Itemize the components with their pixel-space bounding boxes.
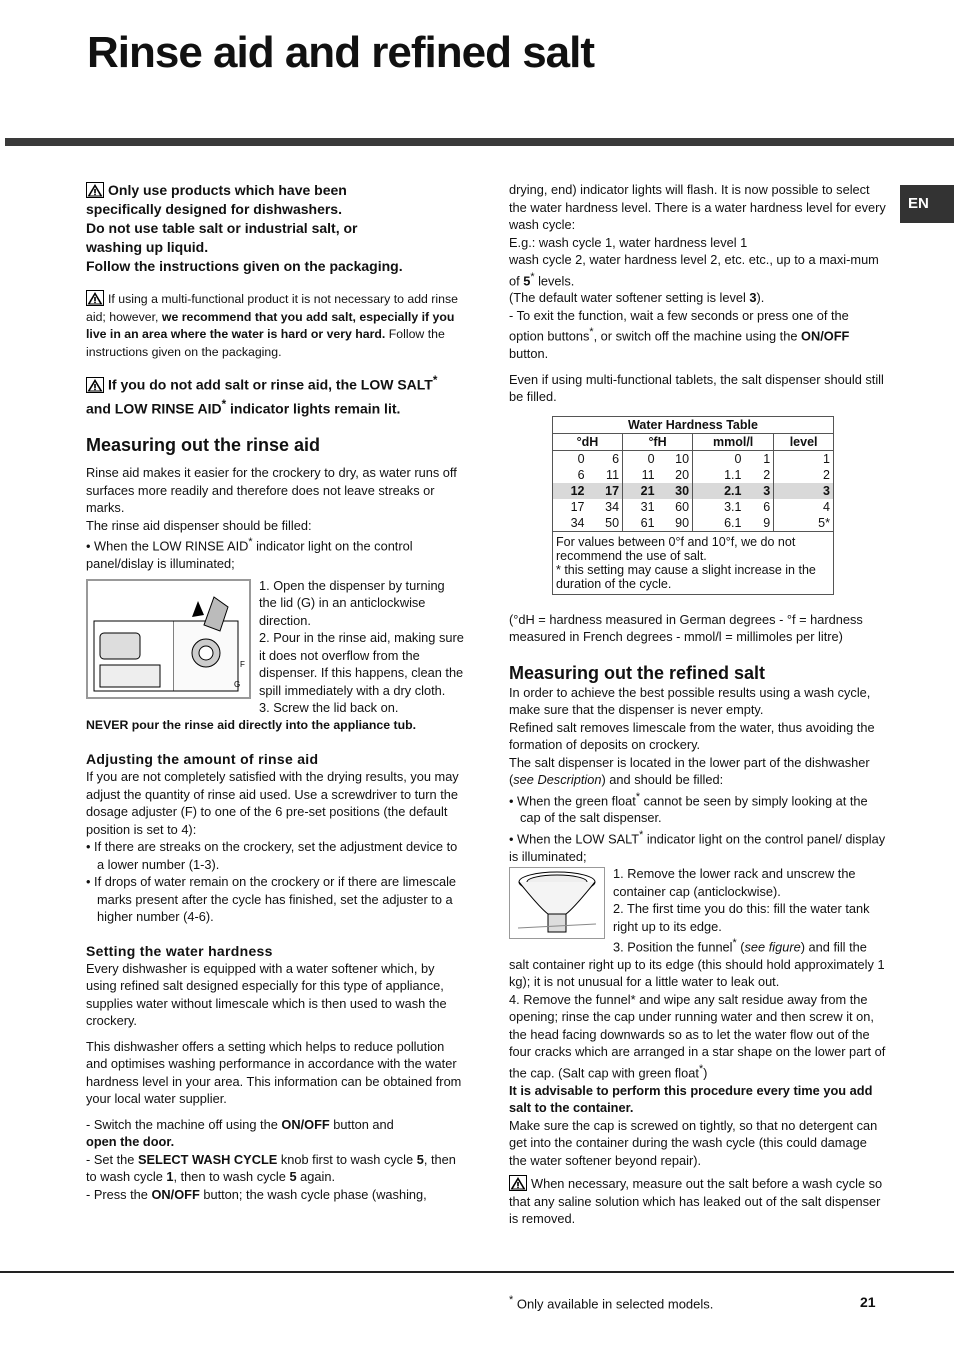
adjust-bullet-1: • If there are streaks on the crockery, set the adjustment device to a lower number (1-3). bbox=[86, 839, 458, 872]
heading-refined-salt: Measuring out the refined salt bbox=[509, 662, 766, 683]
rinse-intro: Rinse aid makes it easier for the crockery to dry, as water runs off surfaces more readily and therefore does not leave streaks or marks. bbox=[86, 465, 457, 516]
table-cell: 2 bbox=[774, 467, 834, 483]
salt-step-1: 1. Remove the lower rack and unscrew the container cap (anticlockwise). bbox=[613, 866, 856, 899]
table-cell: 12 bbox=[553, 483, 588, 499]
header-rule bbox=[5, 138, 954, 146]
table-header: °dH bbox=[553, 433, 623, 450]
warning-icon bbox=[86, 377, 104, 393]
press-onoff-step: - Press the ON/OFF button; the wash cycle phase (washing, bbox=[86, 1186, 427, 1202]
table-row bbox=[553, 467, 834, 483]
warning-icon bbox=[509, 1175, 527, 1191]
warning-lights: If you do not add salt or rinse aid, the LOW SALT* and LOW RINSE AID* indicator lights remain lit. bbox=[86, 374, 438, 417]
table-cell: 17 bbox=[553, 499, 588, 515]
table-cell: 0 bbox=[553, 450, 588, 467]
footnote: * Only available in selected models. bbox=[509, 1294, 714, 1312]
water-hardness-table bbox=[552, 416, 834, 595]
salt-step-3: 3. Position the funnel* (see figure) and fill the salt container right up to its edge (this should hold approximately 1 kg); it is not unusual for a little water to leak out. bbox=[509, 937, 885, 990]
table-cell: 10 bbox=[658, 450, 693, 467]
table-header: level bbox=[774, 433, 834, 450]
table-cell: 50 bbox=[588, 515, 623, 532]
page-title: Rinse aid and refined salt bbox=[87, 28, 595, 77]
default-level: (The default water softener setting is level 3). bbox=[509, 290, 765, 306]
warning-products: Only use products which have been specifically designed for dishwashers. Do not use table salt or industrial salt, or washing up liquid. Follow the instructions given on the packaging. bbox=[86, 182, 403, 274]
table-cell: 11 bbox=[641, 467, 655, 482]
salt-text-2: Refined salt removes limescale from the water, thus avoiding the formation of deposits on crockery. bbox=[509, 719, 875, 753]
warning-icon bbox=[86, 182, 104, 198]
table-cell: 2 bbox=[744, 467, 773, 483]
footer-rule bbox=[0, 1271, 954, 1273]
rinse-step-1: 1. Open the dispenser by turning the lid (G) in an anticlockwise direction. bbox=[259, 577, 445, 628]
hardness-example: E.g.: wash cycle 1, water hardness level 1 bbox=[509, 234, 748, 250]
hardness-example-2: wash cycle 2, water hardness level 2, etc. etc., up to a maxi-mum of 5* levels. bbox=[509, 252, 879, 288]
table-cell: 0 bbox=[734, 451, 742, 466]
table-row bbox=[553, 450, 834, 467]
table-cell: 1.1 bbox=[724, 467, 742, 482]
table-cell: 3 bbox=[744, 483, 773, 499]
adjust-text: If you are not completely satisfied with the drying results, you may adjust the quantity of rinse aid used. Use a screwdriver to turn the dosage adjuster (F) to one of the 6 pre-set positions (the default position is set to 4): bbox=[86, 769, 459, 837]
heading-adjust: Adjusting the amount of rinse aid bbox=[86, 751, 319, 768]
rinse-step-2: 2. Pour in the rinse aid, making sure it does not overflow from the dispenser. If this happens, clean the spill immediately with a dry cloth. bbox=[259, 630, 464, 698]
right-column bbox=[509, 181, 887, 1228]
table-cell: 6 bbox=[553, 467, 588, 483]
salt-step-2: 2. The first time you do this: fill the water tank right up to its edge. bbox=[613, 901, 870, 934]
rinse-fill: The rinse aid dispenser should be filled: bbox=[86, 517, 312, 533]
table-header: mmol/l bbox=[693, 433, 774, 450]
dispenser-illustration bbox=[88, 581, 249, 697]
table-cell: 30 bbox=[658, 483, 693, 499]
rinse-steps bbox=[86, 577, 464, 717]
set-knob-step: - Set the SELECT WASH CYCLE knob first to wash cycle 5, then to wash cycle 1, then to wash cycle 5 again. bbox=[86, 1151, 456, 1185]
table-cell: 17 bbox=[588, 483, 623, 499]
salt-text-1: In order to achieve the best possible results using a wash cycle, make sure that the dispenser is never empty. bbox=[509, 684, 871, 718]
table-cell: 34 bbox=[588, 499, 623, 515]
table-cell: 1 bbox=[774, 450, 834, 467]
rinse-dispenser-figure bbox=[86, 579, 251, 699]
table-row bbox=[553, 499, 834, 515]
table-cell: 21 bbox=[623, 483, 658, 499]
table-cell: 20 bbox=[658, 467, 693, 483]
salt-when-float: • When the green float* cannot be seen by simply looking at the cap of the salt dispenser. bbox=[509, 790, 868, 826]
hardness-units-legend: (°dH = hardness measured in German degrees - °f = hardness measured in French degrees - mmol/l = millimoles per litre) bbox=[509, 611, 863, 645]
table-cell: 0 bbox=[647, 451, 655, 466]
table-cell: 2.1 bbox=[693, 483, 745, 499]
switch-off-step: - Switch the machine off using the ON/OFF button and open the door. bbox=[86, 1116, 394, 1150]
page-number: 21 bbox=[860, 1294, 876, 1310]
table-row bbox=[553, 483, 834, 499]
adjust-bullet-2: • If drops of water remain on the crockery or if there are limescale marks present after the cycle has finished, set the adjuster to a higher number (4-6). bbox=[86, 874, 457, 925]
hardness-text-2: This dishwasher offers a setting which helps to reduce pollution and optimises washing performance in accordance with the water hardness level in your area. This information can be obtained from your local water supplier. bbox=[86, 1038, 462, 1107]
salt-when-light: • When the LOW SALT* indicator light on the control panel/ display is illuminated; bbox=[509, 828, 886, 864]
table-title: Water Hardness Table bbox=[553, 416, 834, 433]
table-cell: 9 bbox=[744, 515, 773, 532]
funnel-figure bbox=[509, 867, 605, 939]
salt-location: The salt dispenser is located in the lower part of the dishwasher (see Description) and should be filled: bbox=[509, 754, 870, 788]
table-note: For values between 0°f and 10°f, we do not recommend the use of salt. * this setting may cause a slight increase in the duration of the cycle. bbox=[553, 531, 834, 594]
table-cell: 60 bbox=[658, 499, 693, 515]
exit-function: - To exit the function, wait a few seconds or press one of the option buttons*, or switch off the machine using the ON/OFF button. bbox=[509, 307, 850, 362]
warning-icon bbox=[86, 290, 104, 306]
table-row bbox=[553, 515, 834, 532]
table-cell: 90 bbox=[658, 515, 693, 532]
left-column bbox=[86, 181, 464, 1203]
rinse-step-3: 3. Screw the lid back on. bbox=[259, 700, 399, 716]
table-cell: 1 bbox=[744, 450, 773, 467]
table-cell: 3 bbox=[774, 483, 834, 499]
salt-warning: When necessary, measure out the salt before a wash cycle so that any saline solution which has leaked out of the salt dispenser is removed. bbox=[509, 1176, 883, 1227]
table-cell: 3.1 bbox=[724, 499, 742, 514]
heading-water-hardness: Setting the water hardness bbox=[86, 942, 273, 959]
warning-multifunctional: If using a multi-functional product it is not necessary to add rinse aid; however, we recommend that you add salt, especially if you live in an area where the water is hard or very hard. Follow the instructions given on the packaging. bbox=[86, 292, 458, 359]
table-cell: 4 bbox=[774, 499, 834, 515]
salt-cap-note: Make sure the cap is screwed on tightly, so that no detergent can get into the container during the wash cycle (this could damage the water softener beyond repair). bbox=[509, 1117, 878, 1168]
rinse-when: • When the LOW RINSE AID* indicator light on the control panel/dislay is illuminated; bbox=[86, 536, 413, 572]
heading-rinse-aid: Measuring out the rinse aid bbox=[86, 435, 321, 456]
table-cell: 6.1 bbox=[693, 515, 745, 532]
language-tab: EN bbox=[900, 185, 954, 223]
table-header: °fH bbox=[623, 433, 693, 450]
table-cell: 6 bbox=[588, 450, 623, 467]
rinse-never-warning: NEVER pour the rinse aid directly into the appliance tub. bbox=[86, 717, 417, 732]
svg-text:F: F bbox=[240, 659, 245, 669]
table-cell: 61 bbox=[623, 515, 658, 532]
table-cell: 11 bbox=[588, 467, 623, 483]
funnel-illustration bbox=[510, 868, 604, 938]
salt-step-4: 4. Remove the funnel* and wipe any salt residue away from the opening; rinse the cap under running water and then screw it on, the head facing downwards so as to let the water flow out of the four cracks which are arranged in a star shape on the lower part of the cap. (Salt cap with green float*) bbox=[509, 991, 886, 1081]
hardness-continue: drying, end) indicator lights will flash. It is now possible to select the water hardness level. There is a water hardness level for every wash cycle: bbox=[509, 182, 886, 232]
table-cell: 5* bbox=[774, 515, 834, 532]
table-cell: 31 bbox=[640, 499, 655, 514]
salt-advisable: It is advisable to perform this procedure every time you add salt to the container. bbox=[509, 1082, 873, 1116]
table-cell: 34 bbox=[553, 515, 588, 532]
table-cell: 6 bbox=[744, 499, 773, 515]
multi-tablets-note: Even if using multi-functional tablets, the salt dispenser should still be filled. bbox=[509, 371, 884, 405]
svg-text:G: G bbox=[234, 679, 241, 689]
hardness-text-1: Every dishwasher is equipped with a water softener which, by using refined salt designed especially for this type of appliance, supplies water without limescale which is then used to wash the crockery. bbox=[86, 960, 447, 1029]
